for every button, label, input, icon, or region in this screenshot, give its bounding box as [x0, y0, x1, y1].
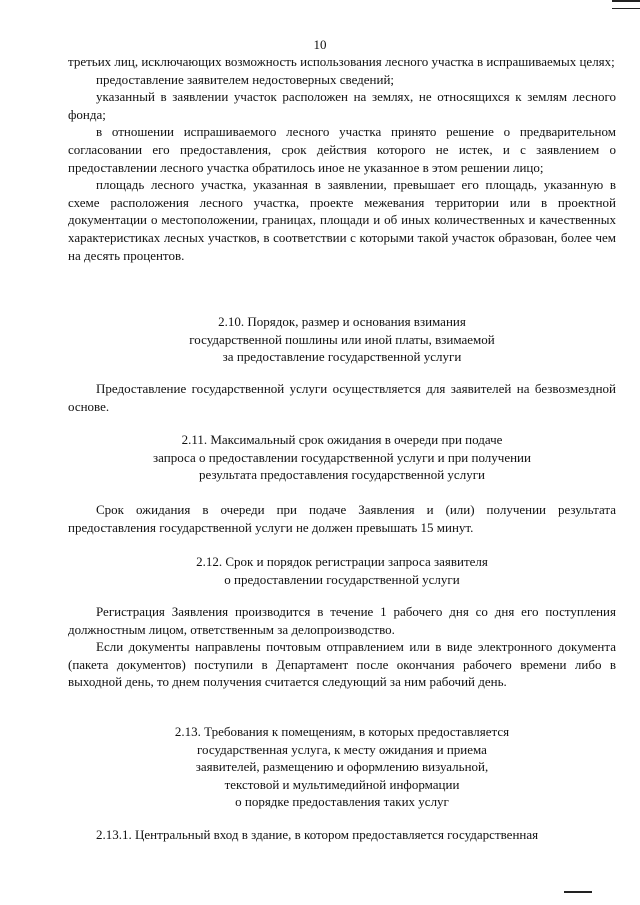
heading-line: о предоставлении государственной услуги — [224, 571, 460, 587]
heading-line: заявителей, размещению и оформлению визуальной, — [195, 759, 489, 775]
heading-line: результата предоставления государственной услуги — [199, 467, 485, 483]
heading-line: государственная услуга, к месту ожидания и приема — [197, 741, 487, 757]
paragraph-non-forest-land: указанный в заявлении участок расположен на землях, не относящихся к землям лесного фонда; — [68, 89, 616, 122]
section-2-12-heading — [68, 553, 616, 588]
paragraph-registration: Регистрация Заявления производится в течение 1 рабочего дня со дня его поступления должностным лицом, ответственным за делопроизводство. — [68, 604, 616, 637]
section-2-10-heading — [68, 313, 616, 366]
paragraph-false-info: предоставление заявителем недостоверных сведений; — [96, 71, 395, 87]
page-number: 10 — [313, 37, 327, 52]
heading-line: текстовой и мультимедийной информации — [224, 776, 460, 792]
heading-line: 2.12. Срок и порядок регистрации запроса заявителя — [196, 554, 488, 569]
scan-bottom-mark — [564, 891, 592, 897]
paragraph-central-entrance: 2.13.1. Центральный вход в здание, в котором предоставляется государственная — [96, 827, 539, 842]
heading-line: за предоставление государственной услуги — [222, 349, 462, 365]
section-2-11-body — [68, 501, 616, 536]
section-2-13-heading — [68, 723, 616, 811]
paragraph-after-hours: Если документы направлены почтовым отправлением или в виде электронного документа (пакета документов) поступили в Департамент после окончания рабочего времени либо в выходной день, то днем получения считается следующий за ним рабочий день. — [68, 639, 616, 690]
intro-section — [68, 53, 616, 264]
heading-line: 2.11. Максимальный срок ожидания в очереди при подаче — [181, 432, 503, 447]
heading-line: о порядке предоставления таких услуг — [235, 794, 449, 810]
paragraph-queue-time: Срок ожидания в очереди при подаче Заявления и (или) получении результата предоставления государственной услуги не должен превышать 15 минут. — [68, 502, 616, 535]
section-2-13-body — [68, 826, 616, 844]
paragraph-area-exceeds: площадь лесного участка, указанная в заявлении, превышает его площадь, указанную в схеме расположения лесного участка, проекте межевания территории или в проектной документации о местоположении, границах, площади и об иных количественных и качественных характеристиках лесных участков, в соответствии с которыми такой участок образован, более чем на десять процентов. — [68, 177, 616, 263]
paragraph-prior-decision: в отношении испрашиваемого лесного участка принято решение о предварительном согласовании его предоставления, срок действия которого не истек, и с заявлением о предоставлении лесного участка обратилось иное не указанное в этом решении лицо; — [68, 124, 616, 175]
section-2-12-body — [68, 603, 616, 691]
section-2-11-heading — [68, 431, 616, 484]
heading-line: запроса о предоставлении государственной услуги и при получении — [153, 449, 531, 465]
heading-line: государственной пошлины или иной платы, взимаемой — [189, 331, 495, 347]
scan-corner-mark — [612, 0, 640, 9]
heading-line: 2.13. Требования к помещениям, в которых предоставляется — [174, 724, 510, 739]
paragraph-free-of-charge: Предоставление государственной услуги осуществляется для заявителей на безвозмездной основе. — [68, 381, 616, 414]
paragraph-third-parties: третьих лиц, исключающих возможность использования лесного участка в испрашиваемых целях; — [68, 54, 615, 69]
section-2-10-body — [68, 380, 616, 415]
heading-line: 2.10. Порядок, размер и основания взимания — [218, 314, 466, 329]
